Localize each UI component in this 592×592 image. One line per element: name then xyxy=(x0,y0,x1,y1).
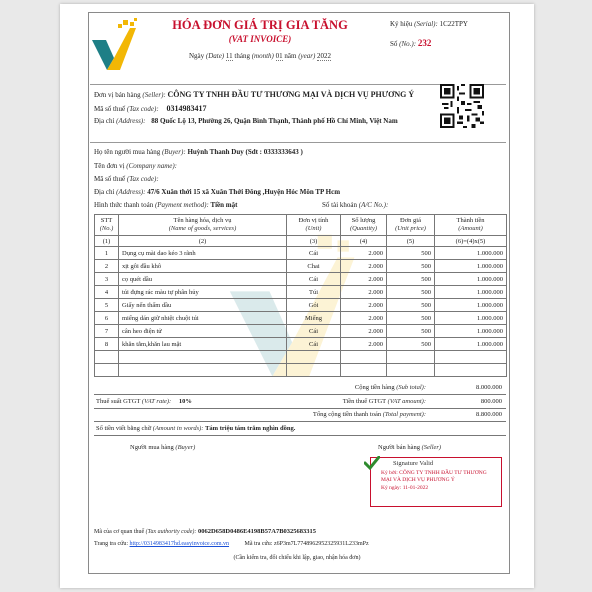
payment-method-row: Hình thức thanh toán (Payment method): Tiền mặt xyxy=(94,201,238,209)
table-row xyxy=(95,247,507,260)
table-number-row xyxy=(95,236,507,247)
lookup-row: Trang tra cứu: http://0314983417hd.easyinvoice.com.vn Mã tra cứu: z6P3m7L7748962952325931L233mPz xyxy=(94,541,369,547)
cell-no: 6 xyxy=(95,312,119,325)
cell-name: cọ quét dầu xyxy=(119,273,287,286)
cell-unit: Cái xyxy=(287,338,341,351)
table-row xyxy=(95,325,507,338)
cell-price: 500 xyxy=(387,312,435,325)
col-header-amount: Thành tiền (Amount) xyxy=(435,215,507,236)
cell-qty: 2.000 xyxy=(341,338,387,351)
table-header-row xyxy=(95,215,507,236)
buyer-tax-row: Mã số thuế (Tax code): xyxy=(94,175,159,183)
cell-qty: 2.000 xyxy=(341,247,387,260)
col-number: (2) xyxy=(119,236,287,247)
cell-price: 500 xyxy=(387,247,435,260)
cell-no: 4 xyxy=(95,286,119,299)
col-header-unit: Đơn vị tính (Unit) xyxy=(287,215,341,236)
buyer-company-row: Tên đơn vị (Company name): xyxy=(94,162,178,170)
invoice-title: HÓA ĐƠN GIÁ TRỊ GIA TĂNG xyxy=(172,18,348,32)
col-header-name: Tên hàng hóa, dịch vụ (Name of goods, services) xyxy=(119,215,287,236)
cell-amount: 1.000.000 xyxy=(435,312,507,325)
lookup-link[interactable]: http://0314983417hd.easyinvoice.com.vn xyxy=(129,541,230,547)
cell-qty: 2.000 xyxy=(341,312,387,325)
cell-price: 500 xyxy=(387,260,435,273)
cell-amount: 1.000.000 xyxy=(435,325,507,338)
digital-signature-box xyxy=(370,457,502,507)
invoice-date: Ngày (Date) 11 tháng (month) 01 năm (year) 2022 xyxy=(188,52,332,60)
table-row xyxy=(95,260,507,273)
buyer-name-row: Họ tên người mua hàng (Buyer): Huỳnh Thanh Duy (Sdt : 0333333643 ) xyxy=(94,148,303,156)
col-number: (6)=(4)x(5) xyxy=(435,236,507,247)
cell-price: 500 xyxy=(387,299,435,312)
col-header-qty: Số lượng (Quantity) xyxy=(341,215,387,236)
subtotal-row: Cộng tiền hàng (Sub total): 8.000.000 xyxy=(94,382,506,395)
vat-value: 800.000 xyxy=(480,398,502,405)
cell-unit: Miếng xyxy=(287,312,341,325)
table-row xyxy=(95,312,507,325)
cell-qty: 2.000 xyxy=(341,260,387,273)
buyer-address-row: Địa chỉ (Address): 47/6 Xuân thới 15 xã Xuân Thới Đông ,Huyện Hóc Môn TP Hcm xyxy=(94,188,341,196)
total-row: Tổng cộng tiền thanh toán (Total payment): 8.800.000 xyxy=(94,409,506,422)
table-row xyxy=(95,338,507,351)
cell-unit: Cái xyxy=(287,325,341,338)
subtotal-value: 8.000.000 xyxy=(476,384,502,391)
cell-unit: Gói xyxy=(287,299,341,312)
account-number-row: Số tài khoản (A/C No.): xyxy=(322,201,389,209)
cell-name: Dụng cụ mài dao kéo 3 rãnh xyxy=(119,247,287,260)
cell-amount: 1.000.000 xyxy=(435,260,507,273)
col-header-no: STT (No.) xyxy=(95,215,119,236)
cell-no: 2 xyxy=(95,260,119,273)
cell-name: khăn tắm,khăn lau mặt xyxy=(119,338,287,351)
col-number: (4) xyxy=(341,236,387,247)
cell-name: xịt gôi đầu khô xyxy=(119,260,287,273)
table-row xyxy=(95,299,507,312)
items-table xyxy=(94,214,507,377)
table-row-empty xyxy=(95,351,507,364)
cell-unit: Cái xyxy=(287,247,341,260)
invoice-number: Số (No.): 232 xyxy=(390,38,432,48)
cell-unit: Cái xyxy=(287,273,341,286)
cell-no: 7 xyxy=(95,325,119,338)
cell-name: cân heo điện tử xyxy=(119,325,287,338)
table-row xyxy=(95,286,507,299)
cell-price: 500 xyxy=(387,286,435,299)
cell-qty: 2.000 xyxy=(341,325,387,338)
cell-qty: 2.000 xyxy=(341,286,387,299)
cell-price: 500 xyxy=(387,325,435,338)
invoice-serial: Ký hiệu (Serial): 1C22TPY xyxy=(390,20,468,28)
col-number: (5) xyxy=(387,236,435,247)
invoice-page xyxy=(60,4,534,588)
seller-signature-label: Người bán hàng (Seller) xyxy=(378,444,442,451)
footer-note: (Cần kiểm tra, đối chiếu khi lập, giao, nhận hóa đơn) xyxy=(233,555,361,561)
cell-price: 500 xyxy=(387,273,435,286)
seller-tax-row: Mã số thuế (Tax code): 0314983417 xyxy=(94,104,207,113)
cell-qty: 2.000 xyxy=(341,273,387,286)
lookup-code: z6P3m7L7748962952325931L233mPz xyxy=(273,541,369,547)
cell-amount: 1.000.000 xyxy=(435,338,507,351)
table-row xyxy=(95,273,507,286)
checkmark-icon xyxy=(364,456,380,470)
buyer-signature-label: Người mua hàng (Buyer) xyxy=(130,444,196,451)
cell-no: 5 xyxy=(95,299,119,312)
cell-price: 500 xyxy=(387,338,435,351)
cell-name: Giấy nến thấm dầu xyxy=(119,299,287,312)
cell-amount: 1.000.000 xyxy=(435,247,507,260)
cell-no: 3 xyxy=(95,273,119,286)
table-row-empty xyxy=(95,364,507,377)
col-number: (3) xyxy=(287,236,341,247)
vat-row: Thuế suất GTGT (VAT rate): 10% Tiền thuế GTGT (VAT amount): 800.000 xyxy=(94,396,506,409)
seller-name-row: Đơn vị bán hàng (Seller): CÔNG TY TNHH ĐẦU TƯ THƯƠNG MẠI VÀ DỊCH VỤ PHƯƠNG Ý xyxy=(94,90,415,99)
signature-valid-text: Signature Valid xyxy=(393,460,434,467)
seller-address-row: Địa chỉ (Address): 88 Quốc Lộ 13, Phường 26, Quận Bình Thạnh, Thành phố Hồ Chí Minh, Việt Nam xyxy=(94,117,398,125)
cell-name: túi đựng rác màu tự phân hủy xyxy=(119,286,287,299)
cell-amount: 1.000.000 xyxy=(435,273,507,286)
tax-authority-code-row: Mã của cơ quan thuế (Tax authority code): 0062D658D0486E4198B57A7B0325683315 xyxy=(94,528,317,535)
invoice-subtitle: (VAT INVOICE) xyxy=(228,34,292,44)
cell-name: miếng dán giữ nhiệt chuột túi xyxy=(119,312,287,325)
total-value: 8.800.000 xyxy=(476,411,502,418)
cell-no: 8 xyxy=(95,338,119,351)
cell-no: 1 xyxy=(95,247,119,260)
divider xyxy=(90,142,506,143)
cell-amount: 1.000.000 xyxy=(435,286,507,299)
amount-in-words-row: Số tiền viết bằng chữ (Amount in words): Tám triệu tám trăm nghìn đồng. xyxy=(94,423,506,436)
cell-unit: Chai xyxy=(287,260,341,273)
col-header-price: Đơn giá (Unit price) xyxy=(387,215,435,236)
cell-qty: 2.000 xyxy=(341,299,387,312)
company-logo-icon xyxy=(90,18,140,78)
col-number: (1) xyxy=(95,236,119,247)
cell-amount: 1.000.000 xyxy=(435,299,507,312)
qr-code-icon xyxy=(440,84,484,128)
signed-by-text: Ký bởi: CÔNG TY TNHH ĐẦU TƯ THƯƠNG MẠI VÀ DỊCH VỤ PHƯƠNG Ý xyxy=(381,470,487,483)
cell-unit: Túi xyxy=(287,286,341,299)
signed-date-text: Ký ngày: 11-01-2022 xyxy=(381,485,429,491)
